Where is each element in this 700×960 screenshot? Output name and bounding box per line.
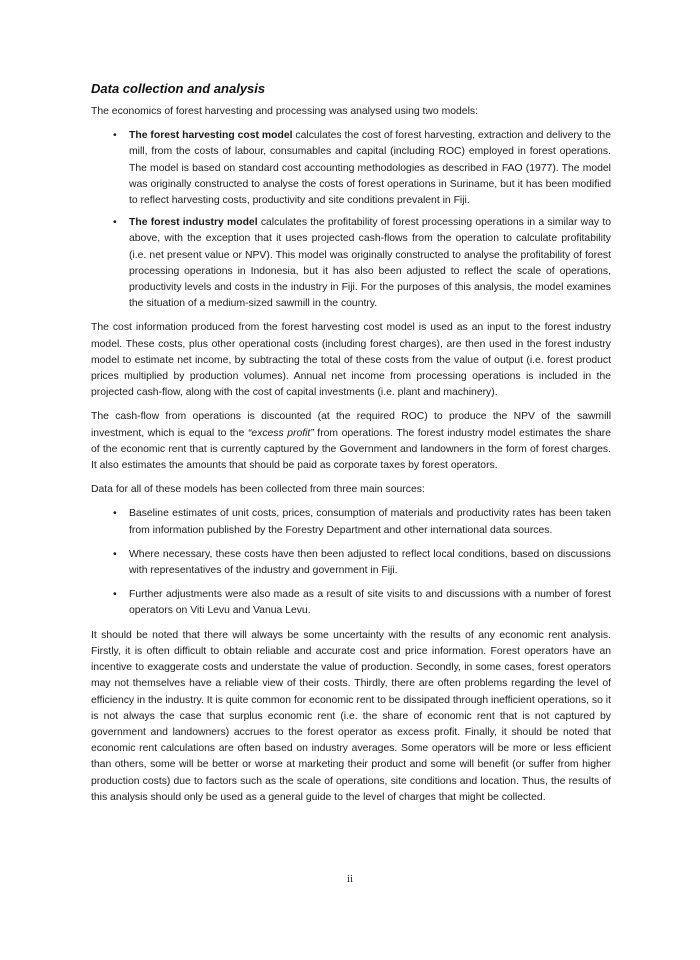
text-run: The cash-flow from operations is discounted (at the required ROC) to produce the NPV of the sawmill investment, which is equal to the bbox=[91, 411, 611, 439]
bullet-icon: • bbox=[113, 548, 117, 560]
bullet-icon: • bbox=[113, 589, 117, 601]
model-description: calculates the cost of forest harvesting, extraction and delivery to the mill, from the costs of labour, consumables and capital (including ROC) employed in forest operations. The model is based on standard cost accounting methodologies as described in FAO (1977). The model was originally constructed to analyse the costs of forest operations in Suriname, but it has been modified to reflect harvesting costs, productivity and site conditions prevalent in Fiji. bbox=[129, 130, 611, 207]
list-item bbox=[91, 547, 611, 579]
body-paragraph bbox=[91, 409, 611, 474]
model-title: The forest industry model bbox=[129, 217, 258, 229]
source-text: Where necessary, these costs have then been adjusted to reflect local conditions, based on discussions with representatives of the industry and government in Fiji. bbox=[129, 548, 611, 577]
list-item bbox=[91, 506, 611, 538]
body-paragraph: It should be noted that there will always be some uncertainty with the results of any economic rent analysis. Firstly, it is often difficult to obtain reliable and accurate cost and price information. Forest operators have an incentive to exaggerate costs and understate the value of production. Secondly, in some cases, forest operators may not themselves have a reliable view of their costs. Thirdly, there are often problems regarding the level of efficiency in the industry. It is quite common for economic rent to be dissipated through inefficient operations, so it is not always the case that surplus economic rent (i.e. the share of economic rent that is not captured by government and landowners) accrues to the forest operator as excess profit. Finally, it should be noted that economic rent calculations are often based on industry averages. Some operators will be more or less efficient than others, some will be better or worse at marketing their product and some will benefit (or suffer from higher production costs) due to factors such as the scale of operations, site conditions and location. Thus, the results of this analysis should only be used as a general guide to the level of charges that might be collected. bbox=[91, 629, 611, 803]
model-description: calculates the profitability of forest processing operations in a similar way to above, with the exception that it uses projected cash-flows from the operation to calculate profitability (i.e. net present value or NPV). This model was originally constructed to analyse the profitability of forest processing operations in Indonesia, but it has also been adjusted to reflect the scale of operations, productivity levels and costs in the industry in Fiji. For the purposes of this analysis, the model examines the situation of a medium-sized sawmill in the country. bbox=[129, 217, 611, 310]
page-number: ii bbox=[346, 873, 354, 885]
document-page bbox=[91, 80, 611, 814]
list-item bbox=[91, 215, 611, 312]
emphasis-text: “excess profit” bbox=[247, 427, 314, 439]
section-heading: Data collection and analysis bbox=[91, 81, 266, 96]
list-item bbox=[91, 128, 611, 209]
bullet-icon: • bbox=[113, 217, 117, 229]
models-list bbox=[91, 128, 611, 312]
source-text: Further adjustments were also made as a result of site visits to and discussions with a number of forest operators on Viti Levu and Vanua Levu. bbox=[129, 589, 611, 617]
bullet-icon: • bbox=[113, 130, 117, 142]
intro-paragraph: The economics of forest harvesting and processing was analysed using two models: bbox=[91, 106, 478, 117]
source-text: Baseline estimates of unit costs, prices, consumption of materials and productivity rates has been taken from information published by the Forestry Department and other international data sources. bbox=[129, 508, 611, 536]
text-run: from operations. The forest industry model estimates the share of the economic rent that is currently captured by the Government and landowners in the form of forest charges. It also estimates the amounts that should be paid as corporate taxes by forest operators. bbox=[91, 427, 611, 472]
model-title: The forest harvesting cost model bbox=[129, 130, 293, 142]
sources-list bbox=[91, 506, 611, 619]
body-paragraph: Data for all of these models has been collected from three main sources: bbox=[91, 484, 425, 496]
list-item bbox=[91, 587, 611, 619]
bullet-icon: • bbox=[113, 508, 117, 520]
body-paragraph: The cost information produced from the forest harvesting cost model is used as an input to the forest industry model. These costs, plus other operational costs (including forest charges), are then used in the forest industry model to estimate net income, by subtracting the total of these costs from the value of output (i.e. forest product prices multiplied by production volumes). Annual net income from processing operations is included in the projected cash-flow, along with the cost of capital investments (i.e. plant and machinery). bbox=[91, 322, 611, 399]
